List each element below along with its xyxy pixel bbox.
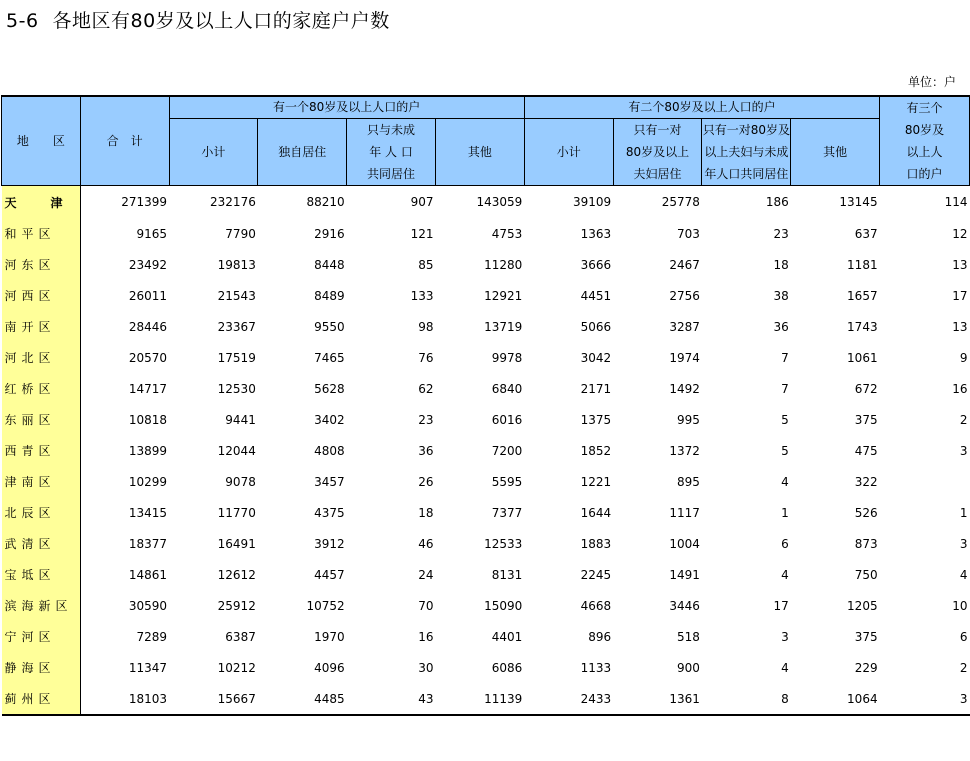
unit-label: 单位：户	[908, 75, 957, 89]
cell-value: 5066	[580, 319, 612, 334]
table-row	[2, 218, 970, 249]
cell-value: 15667	[169, 683, 258, 715]
cell-value: 26011	[128, 288, 168, 303]
cell-value: 1974	[669, 350, 700, 365]
cell-value: 5628	[314, 381, 345, 396]
cell-value: 14861	[128, 567, 168, 582]
cell-value: 526	[854, 505, 878, 520]
table-row	[2, 497, 970, 528]
cell-value: 10299	[128, 474, 168, 489]
cell-value: 2756	[669, 288, 700, 303]
cell-value: 13145	[839, 195, 878, 209]
cell-value: 43	[347, 683, 436, 715]
cell-value: 26	[418, 474, 434, 489]
table-row	[2, 621, 970, 652]
cell-value: 1064	[791, 683, 880, 715]
cell-value: 271399	[121, 195, 168, 209]
cell-value: 1	[959, 505, 968, 520]
header-g1-with-minor: 只与未成 年 人 口 共同居住	[347, 119, 436, 186]
cell-value: 4	[781, 660, 789, 675]
cell-value: 750	[854, 567, 878, 582]
cell-value: 16491	[217, 536, 256, 551]
cell-value: 2467	[669, 257, 700, 272]
cell-value: 11770	[217, 505, 256, 520]
cell-value: 23	[418, 412, 434, 427]
cell-value: 11280	[484, 257, 523, 272]
cell-value: 1181	[847, 257, 878, 272]
cell-value: 9441	[225, 412, 256, 427]
cell-value: 1117	[669, 505, 700, 520]
cell-value: 5595	[491, 474, 523, 489]
cell-value: 6086	[491, 660, 523, 675]
cell-value: 475	[854, 443, 878, 458]
table-row	[2, 559, 970, 590]
header-g1-subtotal: 小计	[169, 119, 258, 186]
table-row	[2, 249, 970, 280]
table-row	[2, 435, 970, 466]
cell-value: 1491	[669, 567, 700, 582]
cell-value: 1205	[847, 598, 878, 613]
cell-value: 375	[854, 629, 878, 644]
cell-value: 5	[781, 443, 789, 458]
cell-value: 13	[952, 319, 968, 334]
cell-value: 39109	[572, 195, 612, 209]
cell-value: 7465	[314, 350, 345, 365]
cell-value: 4	[781, 567, 789, 582]
cell-value: 907	[410, 195, 434, 209]
cell-value: 4753	[491, 226, 523, 241]
header-group-two: 有二个80岁及以上人口的户	[524, 96, 879, 119]
cell-value: 3	[959, 536, 968, 551]
cell-value: 4401	[491, 629, 523, 644]
cell-value: 88210	[306, 195, 345, 209]
cell-value: 19813	[217, 257, 256, 272]
cell-value: 143059	[476, 195, 523, 209]
cell-value: 2433	[524, 683, 613, 715]
cell-value: 23492	[128, 257, 168, 272]
cell-value: 895	[677, 474, 700, 489]
cell-value: 10752	[306, 598, 345, 613]
region-name: 津南区	[2, 466, 81, 497]
table-title: 各地区有80岁及以上人口的家庭户户数	[52, 10, 390, 32]
cell-value: 672	[854, 381, 878, 396]
cell-value: 13719	[484, 319, 523, 334]
cell-value: 322	[854, 474, 878, 489]
cell-value: 18	[418, 505, 434, 520]
cell-value: 1883	[580, 536, 612, 551]
cell-value: 232176	[210, 195, 256, 209]
cell-value: 16	[952, 381, 968, 396]
cell-value: 1852	[580, 443, 612, 458]
header-g2-other: 其他	[791, 119, 880, 186]
cell-value: 1492	[669, 381, 700, 396]
cell-value: 5	[781, 412, 789, 427]
cell-value: 4808	[314, 443, 345, 458]
cell-value: 6840	[491, 381, 523, 396]
cell-value: 18377	[128, 536, 168, 551]
cell-value: 4	[781, 474, 789, 489]
header-g2-couple-minor: 只有一对80岁及 以上夫妇与未成 年人口共同居住	[702, 119, 791, 186]
cell-value: 4451	[580, 288, 612, 303]
cell-value: 1061	[847, 350, 878, 365]
cell-value: 8131	[491, 567, 523, 582]
cell-value: 12044	[217, 443, 256, 458]
cell-value: 98	[418, 319, 434, 334]
region-name: 宁河区	[2, 621, 81, 652]
header-group-three: 有三个 80岁及 以上人 口的户	[880, 96, 970, 186]
cell-value: 36	[773, 319, 789, 334]
cell-value: 3042	[580, 350, 612, 365]
cell-value: 3	[959, 443, 968, 458]
cell-value: 703	[677, 226, 700, 241]
region-name: 河北区	[2, 342, 81, 373]
cell-value: 1657	[847, 288, 878, 303]
region-name: 东丽区	[2, 404, 81, 435]
region-name: 滨海新区	[2, 590, 81, 621]
cell-value: 9078	[225, 474, 256, 489]
cell-value: 3457	[314, 474, 345, 489]
cell-value: 4485	[258, 683, 347, 715]
cell-value: 18103	[80, 683, 169, 715]
cell-value: 8448	[314, 257, 345, 272]
table-row-total	[2, 186, 970, 219]
cell-value: 1361	[613, 683, 702, 715]
region-name: 和平区	[2, 218, 81, 249]
cell-value: 9978	[491, 350, 523, 365]
cell-value: 36	[418, 443, 434, 458]
table-row	[2, 342, 970, 373]
cell-value: 9550	[314, 319, 345, 334]
cell-value: 6	[959, 629, 968, 644]
cell-value: 12612	[217, 567, 256, 582]
cell-value: 20570	[128, 350, 168, 365]
cell-value: 4457	[314, 567, 345, 582]
cell-value: 6	[781, 536, 789, 551]
cell-value: 12	[952, 226, 968, 241]
cell-value: 7289	[136, 629, 168, 644]
cell-value: 4	[959, 567, 968, 582]
cell-value: 10212	[217, 660, 256, 675]
cell-value: 1221	[580, 474, 612, 489]
cell-value: 9165	[136, 226, 168, 241]
cell-value: 13	[952, 257, 968, 272]
cell-value: 17	[952, 288, 968, 303]
region-name: 西青区	[2, 435, 81, 466]
cell-value: 995	[677, 412, 700, 427]
cell-value: 25778	[661, 195, 700, 209]
cell-value: 7790	[225, 226, 256, 241]
cell-value: 62	[418, 381, 434, 396]
cell-value: 900	[677, 660, 700, 675]
header-g2-couple: 只有一对 80岁及以上 夫妇居住	[613, 119, 702, 186]
cell-value: 1372	[669, 443, 700, 458]
table-row	[2, 528, 970, 559]
table-row	[2, 311, 970, 342]
cell-value: 70	[418, 598, 434, 613]
cell-value: 1970	[314, 629, 345, 644]
cell-value: 17	[773, 598, 789, 613]
cell-value: 4668	[580, 598, 612, 613]
cell-value: 14717	[128, 381, 168, 396]
cell-value: 3912	[314, 536, 345, 551]
region-name: 红桥区	[2, 373, 81, 404]
cell-value: 3446	[669, 598, 700, 613]
cell-value: 1004	[669, 536, 700, 551]
table-row	[2, 280, 970, 311]
cell-value: 18	[773, 257, 789, 272]
table-row	[2, 404, 970, 435]
header-g1-alone: 独自居住	[258, 119, 347, 186]
cell-value: 8489	[314, 288, 345, 303]
cell-value: 28446	[128, 319, 168, 334]
cell-value: 9	[959, 350, 968, 365]
cell-value: 12921	[484, 288, 523, 303]
cell-value: 6016	[491, 412, 523, 427]
cell-value: 114	[944, 195, 968, 209]
cell-value: 23	[773, 226, 789, 241]
cell-value: 133	[410, 288, 434, 303]
header-g2-subtotal: 小计	[524, 119, 613, 186]
table-number: 5-6	[6, 10, 39, 32]
cell-value: 1743	[847, 319, 878, 334]
cell-value: 11347	[128, 660, 168, 675]
cell-value: 30	[418, 660, 434, 675]
cell-value: 1133	[580, 660, 612, 675]
data-table	[1, 95, 970, 716]
header-region: 地 区	[2, 96, 81, 186]
table-row	[2, 373, 970, 404]
cell-value: 17519	[217, 350, 256, 365]
cell-value: 375	[854, 412, 878, 427]
cell-value: 896	[588, 629, 612, 644]
cell-value: 24	[418, 567, 434, 582]
cell-value: 2171	[580, 381, 612, 396]
cell-value: 3	[880, 683, 970, 715]
cell-value: 1	[781, 505, 789, 520]
cell-value: 21543	[217, 288, 256, 303]
cell-value: 85	[418, 257, 434, 272]
cell-value: 3666	[580, 257, 612, 272]
cell-value: 186	[765, 195, 789, 209]
cell-value: 76	[418, 350, 434, 365]
cell-value: 229	[854, 660, 878, 675]
cell-value: 12530	[217, 381, 256, 396]
cell-value: 1363	[580, 226, 612, 241]
table-row	[2, 590, 970, 621]
region-name: 武清区	[2, 528, 81, 559]
region-name: 天 津	[2, 186, 81, 219]
region-name: 北辰区	[2, 497, 81, 528]
table-row	[2, 652, 970, 683]
cell-value: 637	[854, 226, 878, 241]
cell-value: 2	[959, 660, 968, 675]
cell-value: 13899	[128, 443, 168, 458]
cell-value: 7	[781, 350, 789, 365]
header-group-one: 有一个80岁及以上人口的户	[169, 96, 524, 119]
cell-value: 3287	[669, 319, 700, 334]
cell-value: 4375	[314, 505, 345, 520]
region-name: 南开区	[2, 311, 81, 342]
cell-value: 16	[418, 629, 434, 644]
cell-value: 7	[781, 381, 789, 396]
cell-value: 3402	[314, 412, 345, 427]
cell-value: 1644	[580, 505, 612, 520]
cell-value: 873	[854, 536, 878, 551]
region-name: 静海区	[2, 652, 81, 683]
cell-value: 15090	[484, 598, 523, 613]
cell-value: 2916	[314, 226, 345, 241]
cell-value: 38	[773, 288, 789, 303]
cell-value: 518	[677, 629, 700, 644]
cell-value: 1375	[580, 412, 612, 427]
cell-value: 10	[952, 598, 968, 613]
page-title	[6, 6, 390, 33]
cell-value: 23367	[217, 319, 256, 334]
cell-value: 6387	[225, 629, 256, 644]
cell-value: 2245	[580, 567, 612, 582]
table-body	[2, 186, 970, 716]
cell-value: 121	[410, 226, 434, 241]
cell-value: 8	[702, 683, 791, 715]
region-name: 蓟州区	[2, 683, 81, 715]
cell-value: 7200	[491, 443, 523, 458]
cell-value: 46	[418, 536, 434, 551]
cell-value: 2	[959, 412, 968, 427]
region-name: 河东区	[2, 249, 81, 280]
cell-value: 10818	[128, 412, 168, 427]
table-row	[2, 466, 970, 497]
region-name: 宝坻区	[2, 559, 81, 590]
cell-value: 7377	[491, 505, 523, 520]
cell-value: 13415	[128, 505, 168, 520]
cell-value: 11139	[435, 683, 524, 715]
header-g1-other: 其他	[435, 119, 524, 186]
cell-value: 30590	[128, 598, 168, 613]
cell-value	[880, 466, 970, 497]
cell-value: 4096	[314, 660, 345, 675]
cell-value: 25912	[217, 598, 256, 613]
header-total: 合 计	[80, 96, 169, 186]
table-row	[2, 683, 970, 715]
cell-value: 12533	[484, 536, 523, 551]
region-name: 河西区	[2, 280, 81, 311]
cell-value: 3	[781, 629, 789, 644]
